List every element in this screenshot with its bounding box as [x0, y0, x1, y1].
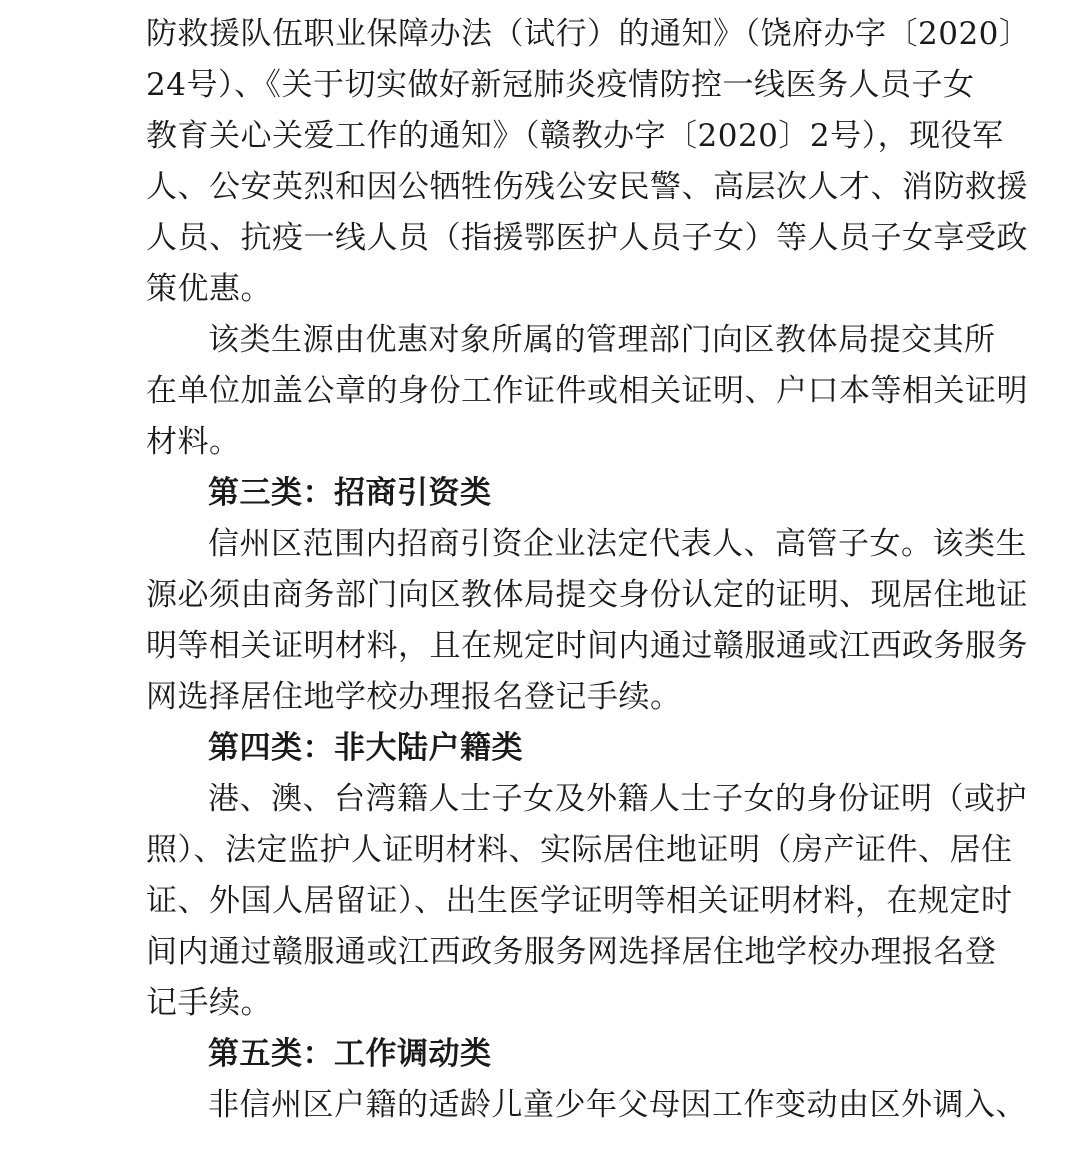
text-line: 间内通过赣服通或江西政务服务网选择居住地学校办理报名登 [146, 934, 997, 970]
text-line: 人、公安英烈和因公牺牲伤残公安民警、高层次人才、消防救援 [146, 169, 1028, 205]
section-heading-5: 第五类：工作调动类 [208, 1036, 492, 1072]
text-line: 防救援队伍职业保障办法（试行）的通知》（饶府办字〔2020〕 [146, 16, 1031, 52]
section-heading-4: 第四类：非大陆户籍类 [208, 730, 523, 766]
text-line: 教育关心关爱工作的通知》（赣教办字〔2020〕2号），现役军 [146, 118, 1004, 154]
paragraph-first-line: 该类生源由优惠对象所属的管理部门向区教体局提交其所 [208, 322, 996, 358]
text-line: 24号）、《关于切实做好新冠肺炎疫情防控一线医务人员子女 [146, 67, 975, 103]
text-line: 证、外国人居留证）、出生医学证明等相关证明材料，在规定时 [146, 883, 1013, 919]
text-line: 人员、抗疫一线人员（指援鄂医护人员子女）等人员子女享受政 [146, 220, 1028, 256]
paragraph-first-line: 信州区范围内招商引资企业法定代表人、高管子女。该类生 [208, 526, 1027, 562]
paragraph-first-line: 非信州区户籍的适龄儿童少年父母因工作变动由区外调入、 [208, 1087, 1027, 1123]
text-line: 记手续。 [146, 985, 272, 1021]
text-line: 在单位加盖公章的身份工作证件或相关证明、户口本等相关证明 [146, 373, 1028, 409]
text-line: 材料。 [146, 424, 241, 460]
text-line: 照）、法定监护人证明材料、实际居住地证明（房产证件、居住 [146, 832, 1013, 868]
paragraph-first-line: 港、澳、台湾籍人士子女及外籍人士子女的身份证明（或护 [208, 781, 1027, 817]
text-line: 源必须由商务部门向区教体局提交身份认定的证明、现居住地证 [146, 577, 1028, 613]
section-heading-3: 第三类：招商引资类 [208, 475, 492, 511]
text-line: 网选择居住地学校办理报名登记手续。 [146, 679, 682, 715]
text-line: 明等相关证明材料，且在规定时间内通过赣服通或江西政务服务 [146, 628, 1028, 664]
text-line: 策优惠。 [146, 271, 272, 307]
